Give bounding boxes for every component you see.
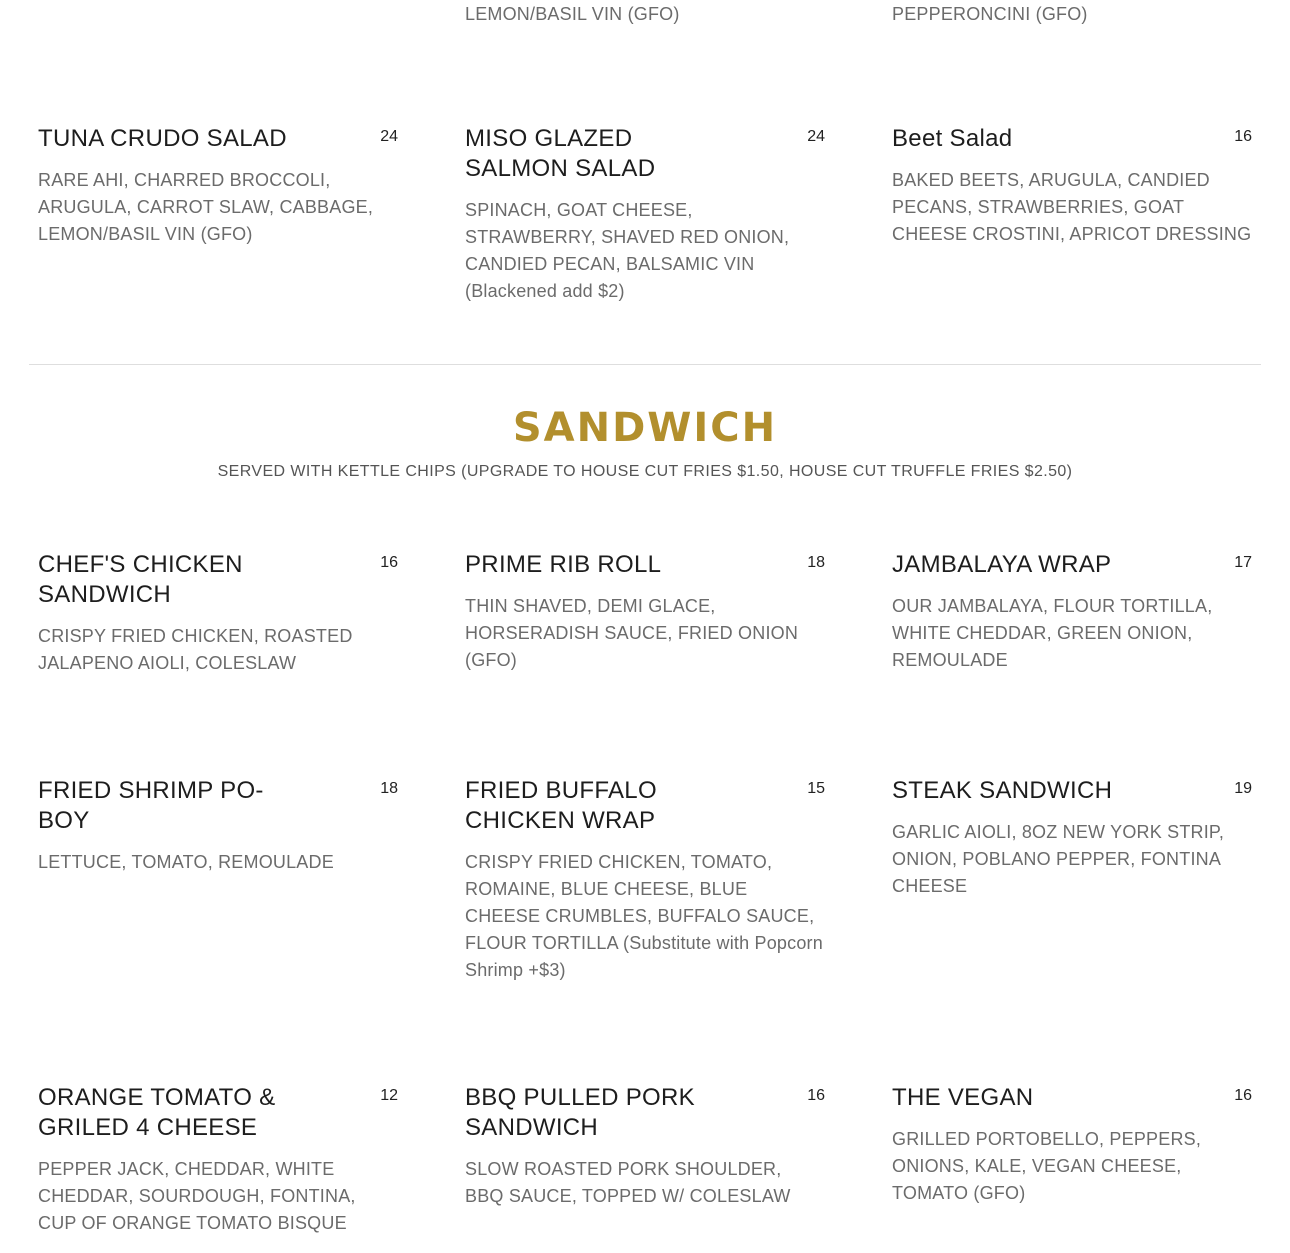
menu-item-description: LETTUCE, TOMATO, REMOULADE [38,852,334,872]
menu-item-description: CRISPY FRIED CHICKEN, TOMATO, ROMAINE, BLUE CHEESE, BLUE CHEESE CRUMBLES, BUFFALO SAUCE, FLOUR TORTILLA (Substitute with Popcorn Shrimp +$3) [465,852,823,980]
menu-item-description: THIN SHAVED, DEMI GLACE, HORSERADISH SAUCE, FRIED ONION (GFO) [465,596,799,670]
menu-item-price: 17 [1234,554,1252,571]
menu-item [38,776,398,876]
menu-item-price: 15 [807,780,825,797]
menu-item-description: GARLIC AIOLI, 8OZ NEW YORK STRIP, ONION, POBLANO PEPPER, FONTINA CHEESE [892,822,1225,896]
menu-item-description: BAKED BEETS, ARUGULA, CANDIED PECANS, STRAWBERRIES, GOAT CHEESE CROSTINI, APRICOT DRESSING [892,170,1252,244]
menu-item-price: 19 [1234,780,1252,797]
section-title: SANDWICH [512,405,778,451]
menu-item-name: THE VEGAN [892,1084,1034,1111]
menu-item-name: Beet Salad [892,125,1013,152]
menu-item-description: GRILLED PORTOBELLO, PEPPERS, ONIONS, KALE, VEGAN CHEESE, TOMATO (GFO) [892,1129,1202,1203]
menu-item [892,776,1252,900]
menu-item-description-fragment: LEMON/BASIL VIN (GFO) [465,4,680,24]
menu-item-description-fragment: PEPPERONCINI (GFO) [892,4,1088,24]
menu-item [892,124,1252,248]
menu-item-name: BBQ PULLED PORK SANDWICH [465,1084,695,1141]
menu-item-description: CRISPY FRIED CHICKEN, ROASTED JALAPENO AIOLI, COLESLAW [38,626,353,673]
menu-item-price: 16 [1234,128,1252,145]
menu-item-name: CHEF'S CHICKEN SANDWICH [38,551,243,608]
menu-item-description: SPINACH, GOAT CHEESE, STRAWBERRY, SHAVED RED ONION, CANDIED PECAN, BALSAMIC VIN (Blackened add $2) [465,200,790,301]
menu-item-name: TUNA CRUDO SALAD [38,125,287,152]
menu-item-description: RARE AHI, CHARRED BROCCOLI, ARUGULA, CARROT SLAW, CABBAGE, LEMON/BASIL VIN (GFO) [38,170,374,244]
menu-item [465,1083,825,1210]
menu-item [465,776,825,984]
menu-item-name: MISO GLAZED SALMON SALAD [465,125,656,182]
menu-item-price: 24 [807,128,825,145]
menu-item-price: 24 [380,128,398,145]
menu-item-price: 12 [380,1087,398,1104]
menu-item [38,550,398,677]
menu-item-price: 18 [807,554,825,571]
section-subtitle: SERVED WITH KETTLE CHIPS (UPGRADE TO HOUSE CUT FRIES $1.50, HOUSE CUT TRUFFLE FRIES $2.50) [217,463,1073,480]
menu-item-description: SLOW ROASTED PORK SHOULDER, BBQ SAUCE, TOPPED W/ COLESLAW [465,1159,791,1206]
menu-item-name: PRIME RIB ROLL [465,551,662,578]
section-divider [29,364,1261,365]
menu-item [38,1083,398,1237]
menu-item-name: FRIED SHRIMP PO-BOY [38,777,264,834]
menu-item [465,124,825,305]
menu-item-price: 16 [807,1087,825,1104]
menu-item [892,550,1252,674]
menu-item [465,550,825,674]
menu-item-price: 18 [380,780,398,797]
menu-item-description: OUR JAMBALAYA, FLOUR TORTILLA, WHITE CHEDDAR, GREEN ONION, REMOULADE [892,596,1213,670]
menu-item-name: FRIED BUFFALO CHICKEN WRAP [465,777,657,834]
menu-item-name: STEAK SANDWICH [892,777,1113,804]
menu-item [892,1083,1252,1207]
menu-item-name: JAMBALAYA WRAP [892,551,1112,578]
menu-item-name: ORANGE TOMATO & GRILED 4 CHEESE [38,1084,276,1141]
menu-item-price: 16 [1234,1087,1252,1104]
menu-item-price: 16 [380,554,398,571]
menu-item [38,124,398,248]
menu-item-description: PEPPER JACK, CHEDDAR, WHITE CHEDDAR, SOURDOUGH, FONTINA, CUP OF ORANGE TOMATO BISQUE [38,1159,356,1233]
